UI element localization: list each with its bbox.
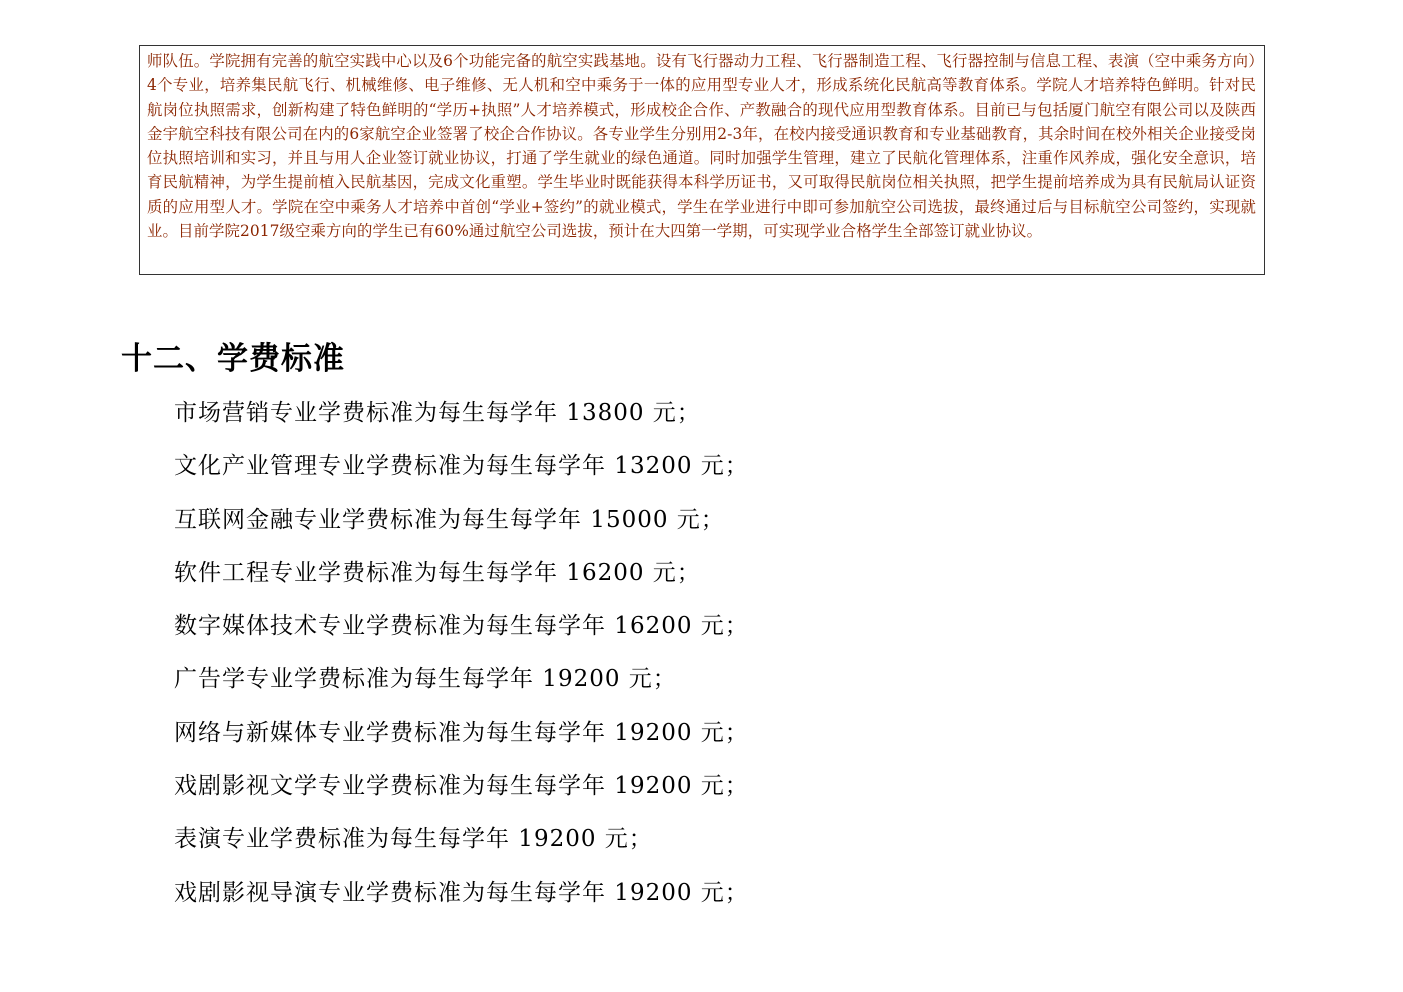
fee-standard-list — [174, 389, 749, 922]
fee-item-cultural-industry: 文化产业管理专业学费标准为每生每学年 13200 元； — [174, 453, 749, 480]
fee-item-advertising: 广告学专业学费标准为每生每学年 19200 元； — [174, 666, 677, 693]
intro-paragraph-box: 师队伍。学院拥有完善的航空实践中心以及6个功能完备的航空实践基地。设有飞行器动力工程、飞行器制造工程、飞行器控制与信息工程、表演（空中乘务方向）4个专业，培养集民航飞行、机械维修、电子维修、无人机和空中乘务于一体的应用型专业人才，形成系统化民航高等教育体系。学院人才培养特色鲜明。针对民航岗位执照需求，创新构建了特色鲜明的“学历+执照”人才培养模式，形成校企合作、产教融合的现代应用型教育体系。目前已与包括厦门航空有限公司以及陕西金宇航空科技有限公司在内的6家航空企业签署了校企合作协议。各专业学生分别用2-3年，在校内接受通识教育和专业基础教育，其余时间在校外相关企业接受岗位执照培训和实习，并且与用人企业签订就业协议，打通了学生就业的绿色通道。同时加强学生管理，建立了民航化管理体系，注重作风养成，强化安全意识，培育民航精神，为学生提前植入民航基因，完成文化重塑。学生毕业时既能获得本科学历证书，又可取得民航岗位相关执照，把学生提前培养成为具有民航局认证资质的应用型人才。学院在空中乘务人才培养中首创“学业+签约”的就业模式，学生在学业进行中即可参加航空公司选拔，最终通过后与目标航空公司签约，实现就业。目前学院2017级空乘方向的学生已有60%通过航空公司选拔，预计在大四第一学期，可实现学业合格学生全部签订就业协议。 — [139, 45, 1265, 275]
fee-item-software-engineering: 软件工程专业学费标准为每生每学年 16200 元； — [174, 559, 701, 586]
fee-item-internet-finance: 互联网金融专业学费标准为每生每学年 15000 元； — [174, 506, 725, 533]
fee-item-drama-literature: 戏剧影视文学专业学费标准为每生每学年 19200 元； — [174, 773, 749, 800]
fee-item-drama-directing: 戏剧影视导演专业学费标准为每生每学年 19200 元； — [174, 879, 749, 906]
fee-item-marketing: 市场营销专业学费标准为每生每学年 13800 元； — [174, 400, 701, 426]
fee-item-new-media: 网络与新媒体专业学费标准为每生每学年 19200 元； — [174, 719, 749, 746]
fee-item-performance: 表演专业学费标准为每生每学年 19200 元； — [174, 826, 653, 853]
section-heading: 十二、学费标准 — [121, 341, 345, 377]
fee-item-digital-media: 数字媒体技术专业学费标准为每生每学年 16200 元； — [174, 613, 749, 640]
